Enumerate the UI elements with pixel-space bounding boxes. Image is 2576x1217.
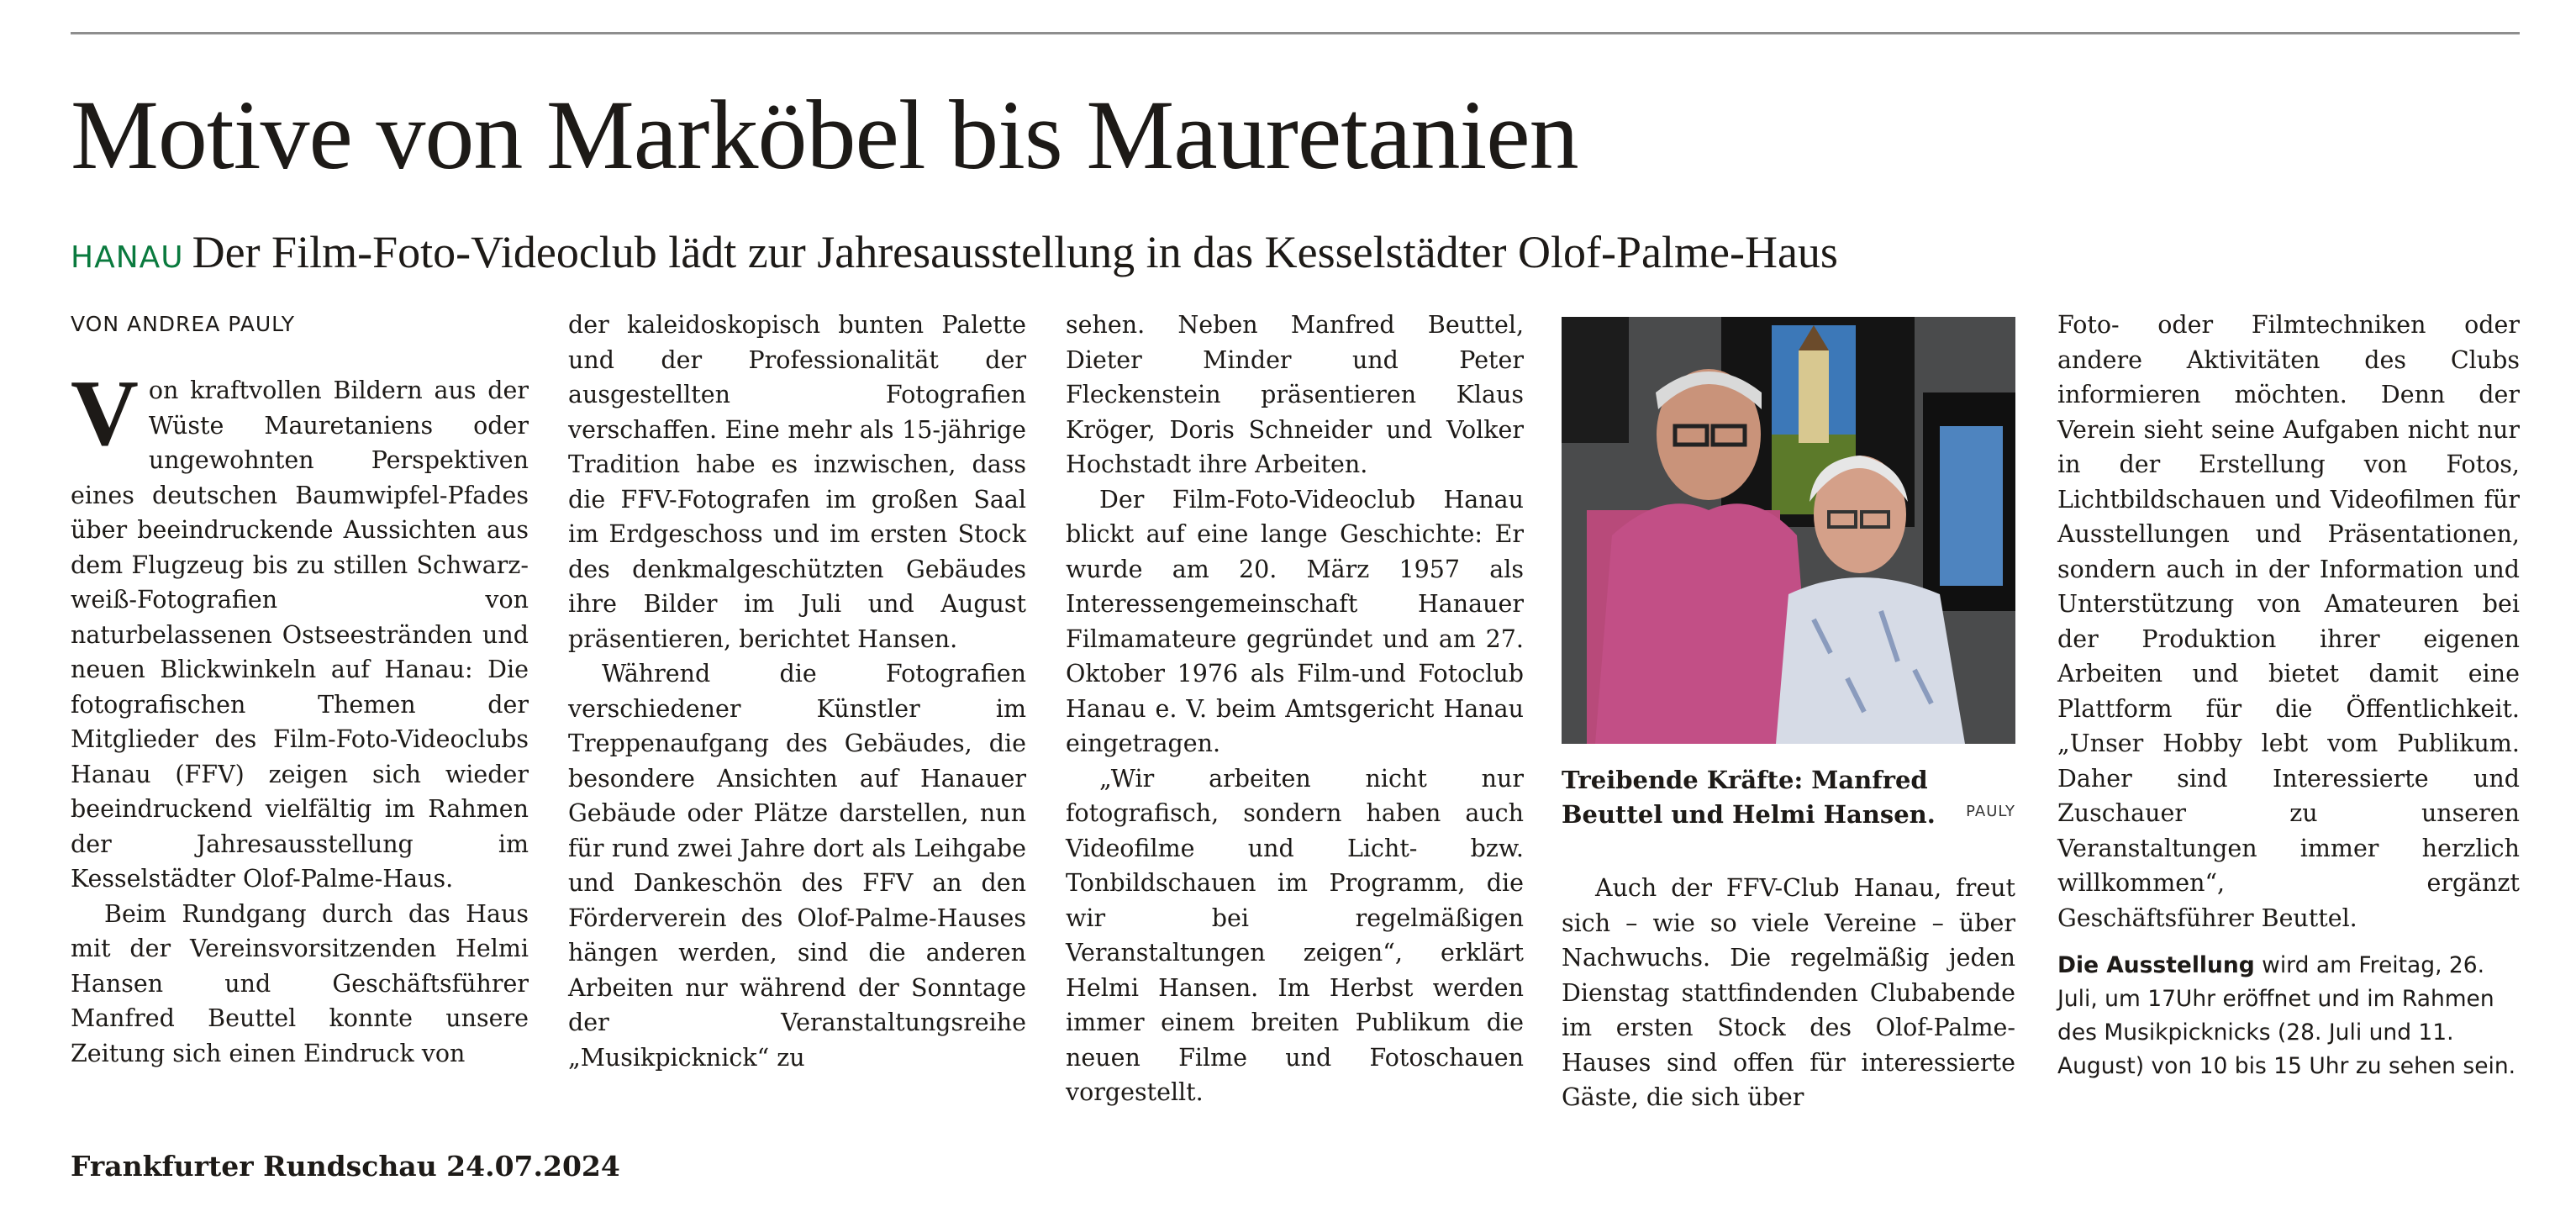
article-photo bbox=[1562, 317, 2015, 744]
article-column-4 bbox=[1562, 871, 2015, 1115]
article-paragraph: „Wir arbeiten nicht nur fotografisch, sondern haben auch Videofilme und Licht- bzw. Tonbildschauen im Programm, die wir bei regelmäßigen Veranstaltungen zeigen“, erklärt Helmi Hansen. Im Herbst werden immer einem breiten Publikum die neuen Filme und Fotoschauen vorgestellt. bbox=[1066, 764, 1524, 1106]
byline: VON ANDREA PAULY bbox=[71, 312, 296, 336]
photo-credit: PAULY bbox=[1966, 803, 2015, 820]
article-paragraph: Der Film-Foto-Videoclub Hanau blickt auf eine lange Geschichte: Er wurde am 20. März 1957 als Interessengemeinschaft Hanauer Filmamateure gegründet und am 27. Oktober 1976 als Film-und Fotoclub Hanau e. V. beim Amtsgericht Hanau eingetragen. bbox=[1066, 485, 1524, 757]
article-column-3 bbox=[1066, 308, 1524, 1110]
photo-caption bbox=[1562, 763, 2015, 832]
photo-illustration bbox=[1562, 317, 2015, 744]
location-kicker: HANAU bbox=[71, 240, 184, 275]
article-paragraph: Während die Fotografien verschiedener Künstler im Treppenaufgang des Gebäudes, die besondere Ansichten auf Hanauer Gebäude oder Plätze darstellen, nun für rund zwei Jahre dort als Leihgabe und Dankeschön des FFV an den Förderverein des Olof-Palme-Hauses hängen werden, sind die anderen Arbeiten nur während der Sonntage der Veranstaltungsreihe „Musikpicknick“ zu bbox=[568, 660, 1026, 1072]
caption-text: Treibende Kräfte: Manfred Beuttel und Helmi Hansen. bbox=[1562, 766, 1936, 829]
article-paragraph: Beim Rundgang durch das Haus mit der Vereinsvorsitzenden Helmi Hansen und Geschäftsführer Manfred Beuttel konnte unsere Zeitung sich einen Eindruck von bbox=[71, 899, 529, 1067]
drop-cap: V bbox=[71, 361, 139, 466]
article-headline: Motive von Marköbel bis Mauretanien bbox=[71, 80, 1578, 190]
article-paragraph bbox=[71, 361, 529, 897]
article-paragraph: Auch der FFV-Club Hanau, freut sich – wie so viele Vereine – über Nachwuchs. Die regelmäßig jeden Dienstag stattfindenden Clubabende im ersten Stock des Olof-Palme-Hauses sind offen für interessierte Gäste, die sich über bbox=[1562, 874, 2015, 1111]
article-column-2 bbox=[568, 308, 1026, 1075]
subline-text: Der Film-Foto-Videoclub lädt zur Jahresausstellung in das Kesselstädter Olof-Palme-Haus bbox=[192, 227, 1838, 277]
article-paragraph: sehen. Neben Manfred Beuttel, Dieter Minder und Peter Fleckenstein präsentieren Klaus Kröger, Doris Schneider und Volker Hochstadt ihre Arbeiten. bbox=[1066, 311, 1524, 478]
info-lead: Die Ausstellung bbox=[2057, 952, 2255, 978]
article-column-5 bbox=[2057, 308, 2520, 1083]
article-column-1 bbox=[71, 311, 529, 1071]
article-paragraph: Foto- oder Filmtechniken oder andere Aktivitäten des Clubs informieren möchten. Denn der Verein sieht seine Aufgaben nicht nur in der Erstellung von Fotos, Lichtbildschauen und Videofilmen für Ausstellungen und Präsentationen, sondern auch in der Information und Unterstützung von Amateuren bei der Produktion ihrer eigenen Arbeiten und bietet damit eine Plattform für die Öffentlichkeit. „Unser Hobby lebt vom Publikum. Daher sind Interessierte und Zuschauer zu unseren Veranstaltungen immer herzlich willkommen“, ergänzt Geschäftsführer Beuttel. bbox=[2057, 311, 2520, 932]
article-paragraph: der kaleidoskopisch bunten Palette und der Professionalität der ausgestellten Fotografien verschaffen. Eine mehr als 15-jährige Tradition habe es inzwischen, dass die FFV-Fotografen im großen Saal im Erdgeschoss und im ersten Stock des denkmalgeschützten Gebäudes ihre Bilder im Juli und August präsentieren, berichtet Hansen. bbox=[568, 311, 1026, 653]
info-text: wird am Freitag, 26. Juli, um 17Uhr eröffnet und im Rahmen des Musikpicknicks (28. Juli und 11. August) von 10 bis 15 Uhr zu sehen sein. bbox=[2057, 952, 2516, 1079]
article-subline bbox=[71, 225, 1838, 285]
source-footer: Frankfurter Rundschau 24.07.2024 bbox=[71, 1150, 620, 1183]
paragraph-text: on kraftvollen Bildern aus der Wüste Mauretaniens oder ungewohnten Perspektiven eines deutschen Baumwipfel-Pfades über beeindruckende Aussichten aus dem Flugzeug bis zu stillen Schwarz-weiß-Fotografien von naturbelassenen Ostseestränden und neuen Blickwinkeln auf Hanau: Die fotografischen Themen der Mitglieder des Film-Foto-Videoclubs Hanau (FFV) zeigen sich wieder beeindruckend vielfältig im Rahmen der Jahresausstellung im Kesselstädter Olof-Palme-Haus. bbox=[71, 377, 529, 893]
exhibition-info bbox=[2057, 949, 2520, 1083]
top-rule bbox=[71, 32, 2520, 34]
